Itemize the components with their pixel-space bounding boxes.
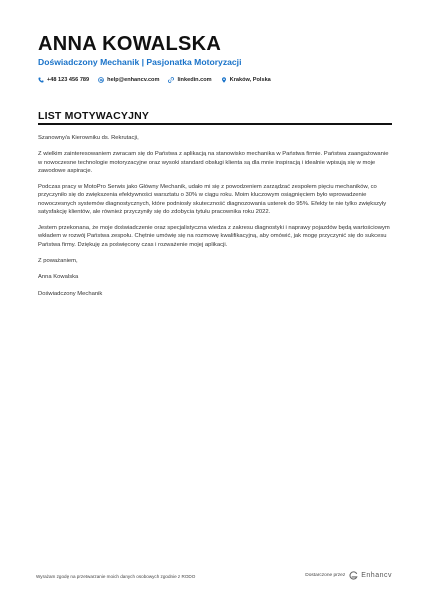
contact-location-text: Kraków, Polska: [229, 77, 271, 83]
enhancv-logo: [349, 571, 392, 580]
candidate-headline: Doświadczony Mechanik | Pasjonatka Motoryzacji: [38, 57, 242, 67]
contact-phone: [38, 77, 89, 83]
powered-by-label: Dostarczone przez: [305, 573, 346, 578]
letter-paragraph-3: Jestem przekonana, że moje doświadczenie oraz specjalistyczna wiedza z zakresu diagnostyki i naprawy pojazdów będą wartościowym wkładem w rozwój Państwa zespołu. Chętnie umówię się na rozmowę kwalifikacyjną, aby omówić, jak mogę przyczynić się do sukcesu Państwa firmy. Dziękuję za poświęcony czas i rozważenie mojej aplikacji.: [38, 225, 390, 248]
section-divider: [38, 123, 392, 125]
contact-phone-text: +48 123 456 789: [47, 77, 90, 83]
at-icon: [98, 77, 104, 83]
phone-icon: [38, 77, 44, 83]
candidate-name: ANNA KOWALSKA: [38, 33, 222, 55]
enhancv-logo-icon: [349, 571, 358, 580]
letter-closing: Z poważaniem,: [38, 257, 78, 264]
section-title: LIST MOTYWACYJNY: [38, 110, 150, 122]
letter-body: [38, 134, 392, 306]
contact-linkedin-text: linkedin.com: [177, 77, 212, 83]
enhancv-logo-text: Enhancv: [361, 572, 392, 579]
contact-bar: [38, 77, 271, 83]
powered-by[interactable]: [305, 571, 392, 580]
gdpr-consent-note: Wyrażam zgodę na przetwarzanie moich danych osobowych zgodnie z RODO: [36, 574, 196, 579]
signature-title: Doświadczony Mechanik: [38, 290, 103, 297]
signature-name: Anna Kowalska: [38, 274, 79, 281]
contact-email[interactable]: [98, 77, 159, 83]
link-icon: [168, 77, 174, 83]
contact-linkedin[interactable]: [168, 77, 211, 83]
contact-location: [221, 77, 271, 83]
letter-paragraph-1: Z wielkim zainteresowaniem zwracam się do Państwa z aplikacją na stanowisko mechanika w Państwa firmie. Państwa zaangażowanie w nowoczesne technologie motoryzacyjne oraz wysoki standard obsługi klienta są dla mnie inspiracją i idealnie wpisują się w moje zawodowe aspiracje.: [38, 151, 389, 174]
letter-greeting: Szanowny/a Kierowniku ds. Rekrutacji,: [38, 135, 139, 141]
location-pin-icon: [221, 77, 227, 83]
letter-paragraph-2: Podczas pracy w MotoPro Serwis jako Główny Mechanik, udało mi się z powodzeniem zarządzać zespołem pięciu mechaników, co przyczyniło się do zwiększenia efektywności warsztatu o 30% w ciągu roku. Moim kluczowym osiągnięciem było wprowadzenie nowoczesnych systemów diagnostycznych, które podniosły skuteczność diagnozowania usterek do 95%. Efekty te nie tylko zwiększyły satysfakcję klientów, ale również przyczyniły się do zdobycia tytułu pracownika roku 2022.: [38, 184, 387, 215]
contact-email-text: help@enhancv.com: [107, 77, 160, 83]
